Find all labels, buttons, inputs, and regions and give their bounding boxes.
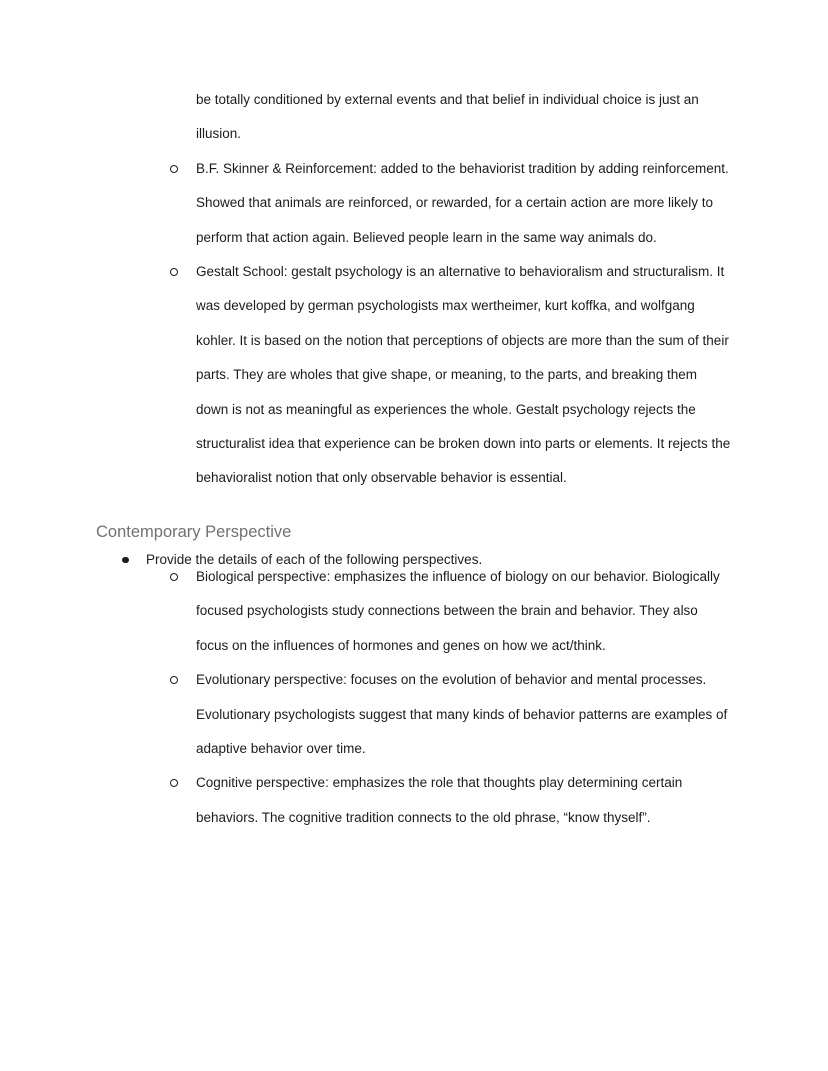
- list-item-text: B.F. Skinner & Reinforcement: added to the behaviorist tradition by adding reinforcement. Showed that animals are reinforced, or rewarded, for a certain action are more likely to perform that action again. Believed people learn in the same way animals do.: [196, 160, 729, 245]
- list-item-cognitive-perspective: [168, 766, 732, 835]
- perspectives-list: [96, 560, 732, 835]
- hollow-circle-bullet-icon: [170, 165, 178, 173]
- list-item-evolutionary-perspective: [168, 663, 732, 766]
- list-item-biological-perspective: [168, 560, 732, 663]
- list-item-text: Gestalt School: gestalt psychology is an alternative to behavioralism and structuralism. It was developed by german psychologists max wertheimer, kurt koffka, and wolfgang kohler. It is based on the notion that perceptions of objects are more than the sum of their parts. They are wholes that give shape, or meaning, to the parts, and breaking them down is not as meaningful as experiences the whole. Gestalt psychology rejects the structuralist idea that experience can be broken down into parts or elements. It rejects the behavioralist notion that only observable behavior is essential.: [196, 264, 731, 486]
- section-heading-contemporary-perspective: Contemporary Perspective: [96, 522, 292, 541]
- hollow-circle-bullet-icon: [170, 676, 178, 684]
- filled-circle-bullet-icon: [122, 557, 129, 564]
- list-item-text: Provide the details of each of the following perspectives.: [146, 551, 483, 567]
- hollow-circle-bullet-icon: [170, 779, 178, 787]
- list-item-text: Evolutionary perspective: focuses on the evolution of behavior and mental processes. Evolutionary psychologists suggest that many kinds of behavior patterns are examples of adaptive behavior over time.: [196, 672, 728, 756]
- list-item-text: Biological perspective: emphasizes the influence of biology on our behavior. Biologically focused psychologists study connections between the brain and behavior. They also focus on the influences of hormones and genes on how we act/think.: [196, 568, 720, 653]
- list-item-text: Cognitive perspective: emphasizes the role that thoughts play determining certain behaviors. The cognitive tradition connects to the old phrase, “know thyself”.: [196, 775, 683, 825]
- list-item-gestalt-school: [168, 255, 732, 496]
- list-item-bf-skinner: [168, 152, 732, 255]
- paragraph-continuation: be totally conditioned by external events and that belief in individual choice is just an illusion.: [196, 92, 699, 142]
- hollow-circle-bullet-icon: [170, 268, 178, 276]
- hollow-circle-bullet-icon: [170, 573, 178, 581]
